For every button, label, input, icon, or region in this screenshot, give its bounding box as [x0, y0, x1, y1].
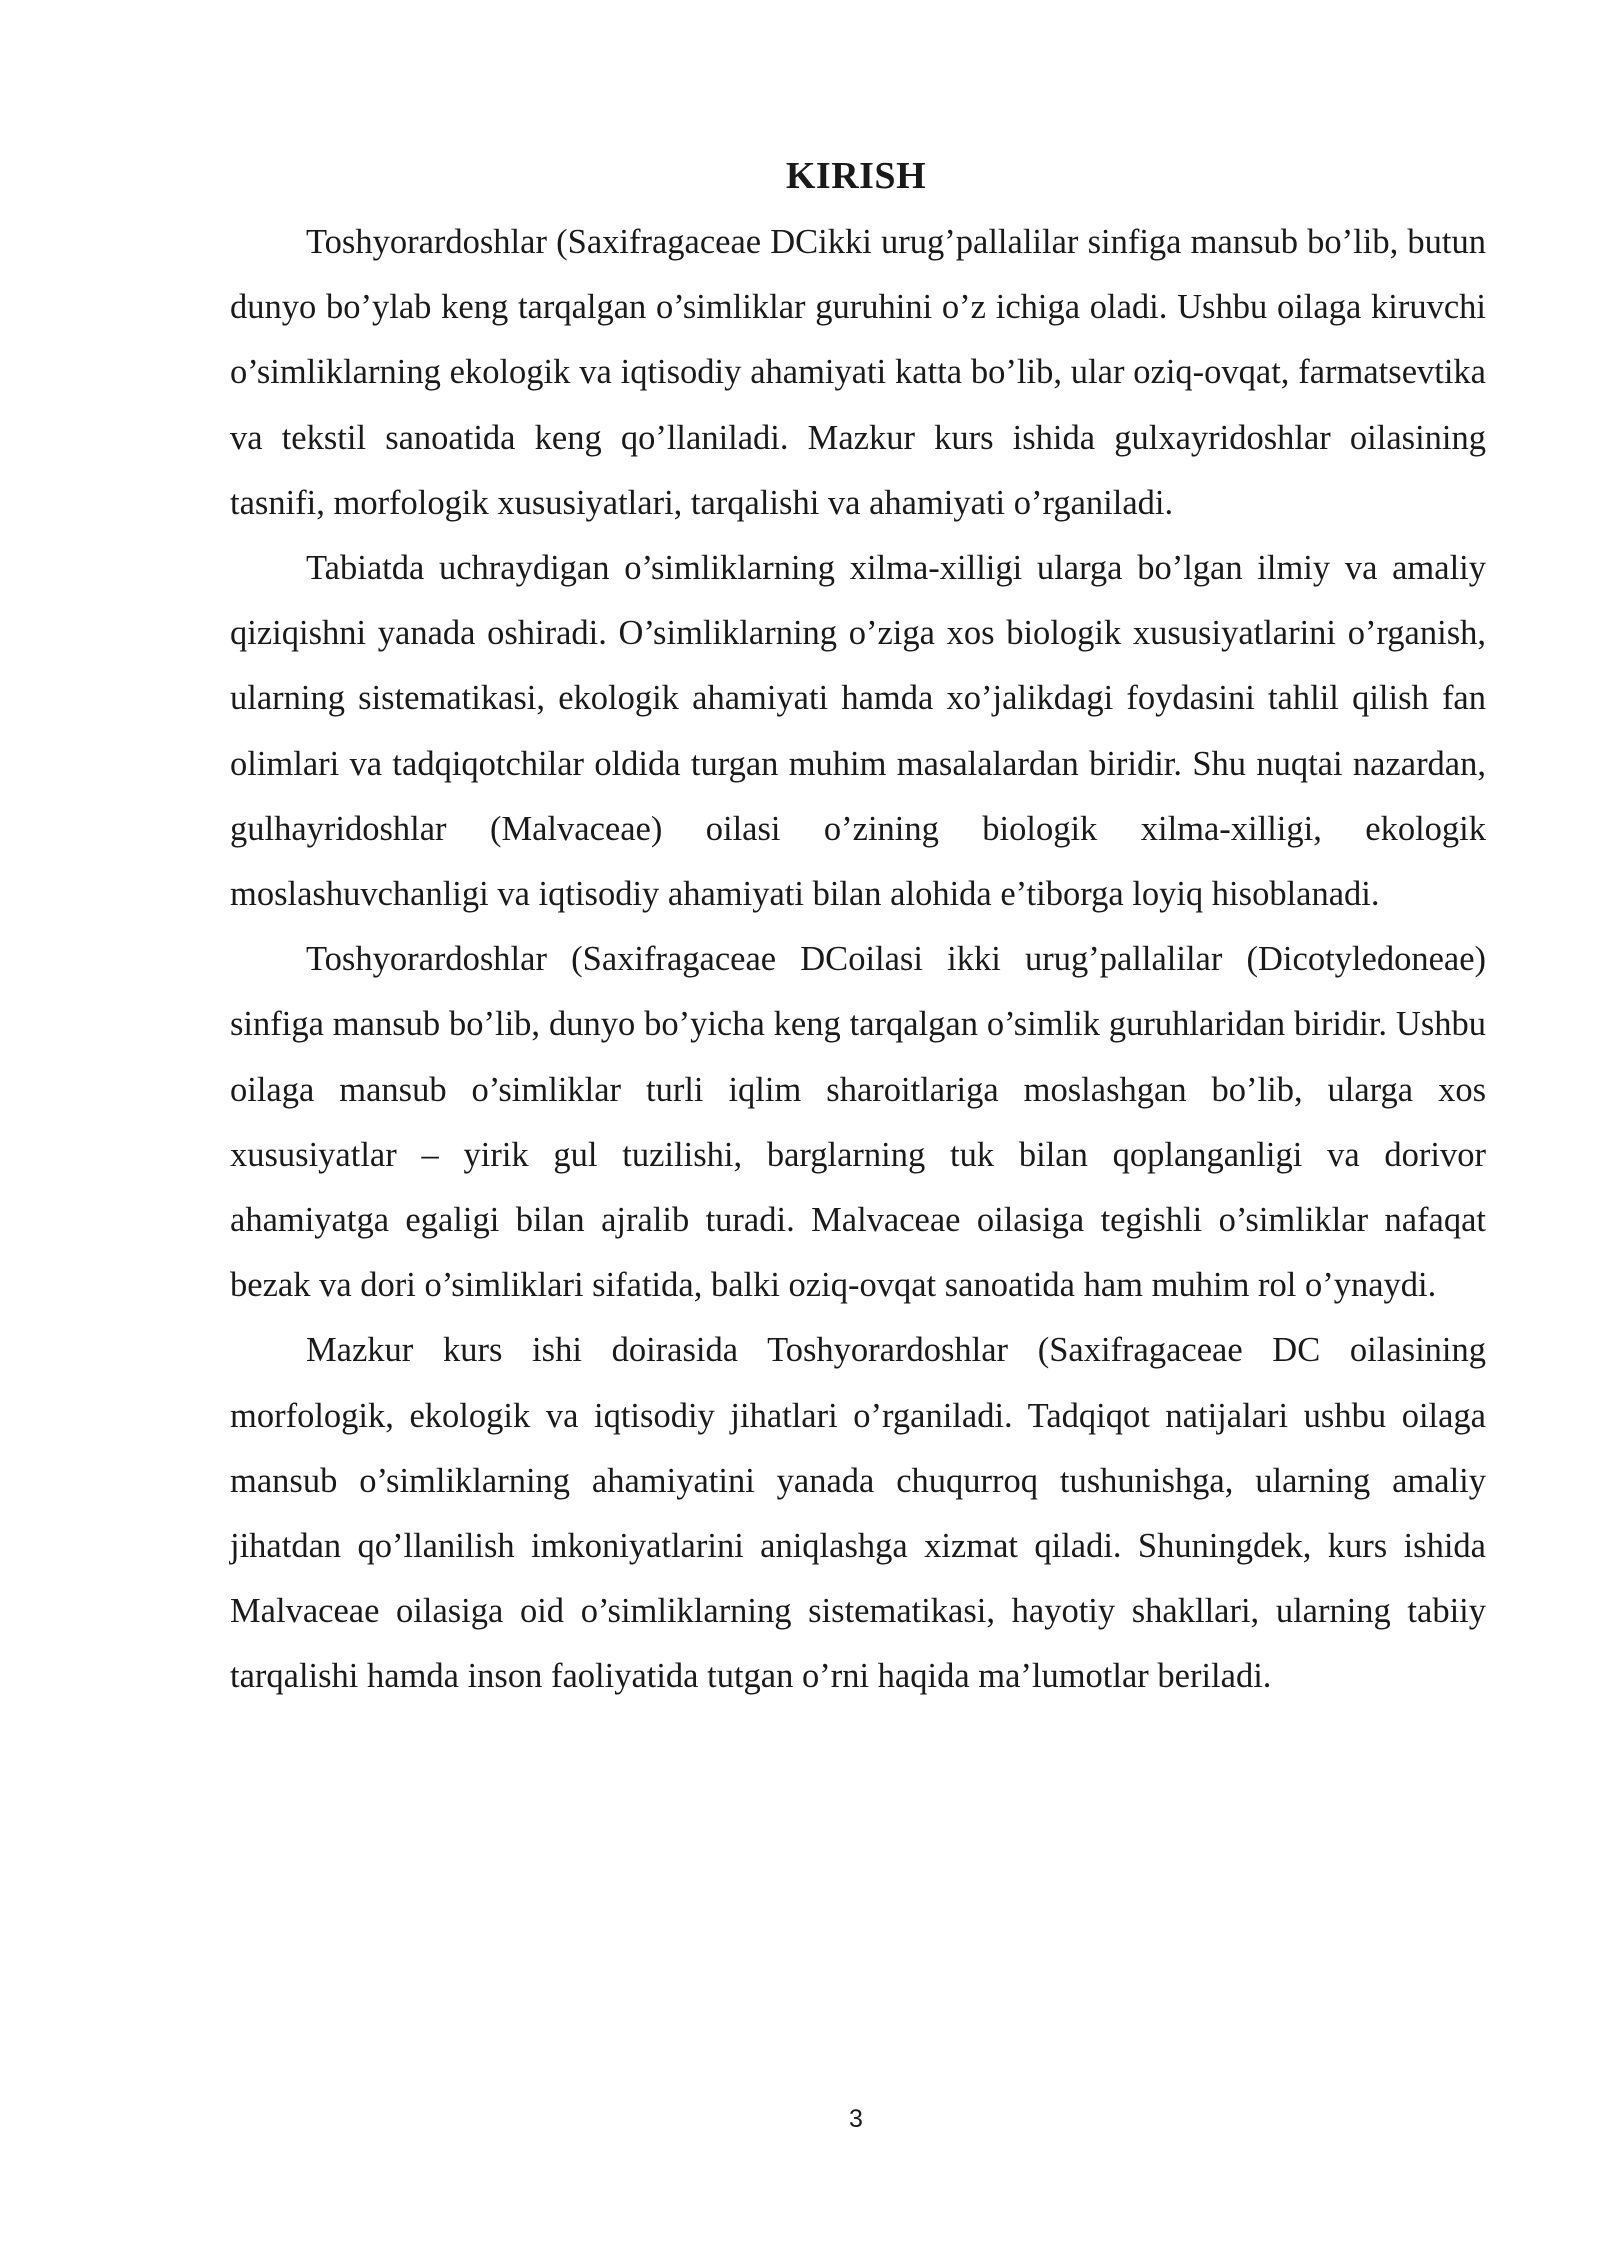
- page-number: 3: [849, 2105, 863, 2133]
- paragraph-2: Tabiatda uchraydigan o’simliklarning xilma-xilligi ularga bo’lgan ilmiy va amaliy qiziqishni yanada oshiradi. O’simliklarning o’ziga xos biologik xususiyatlarini o’rganish, ularning sistematikasi, ekologik ahamiyati hamda xo’jalikdagi foydasini tahlil qilish fan olimlari va tadqiqotchilar oldida turgan muhim masalalardan biridir. Shu nuqtai nazardan, gulhayridoshlar (Malvaceae) oilasi o’zining biologik xilma-xilligi, ekologik moslashuvchanligi va iqtisodiy ahamiyati bilan alohida e’tiborga loyiq hisoblanadi.: [230, 549, 1486, 914]
- paragraph-1: Toshyorardoshlar (Saxifragaceae DCikki urug’pallalilar sinfiga mansub bo’lib, butun dunyo bo’ylab keng tarqalgan o’simliklar guruhini o’z ichiga oladi. Ushbu oilaga kiruvchi o’simliklarning ekologik va iqtisodiy ahamiyati katta bo’lib, ular oziq-ovqat, farmatsevtika va tekstil sanoatida keng qo’llaniladi. Mazkur kurs ishida gulxayridoshlar oilasining tasnifi, morfologik xususiyatlari, tarqalishi va ahamiyati o’rganiladi.: [230, 223, 1486, 522]
- body-text: [230, 210, 1486, 1710]
- paragraph-4: Mazkur kurs ishi doirasida Toshyorardoshlar (Saxifragaceae DC oilasining morfologik, ekologik va iqtisodiy jihatlari o’rganiladi. Tadqiqot natijalari ushbu oilaga mansub o’simliklarning ahamiyatini yanada chuqurroq tushunishga, ularning amaliy jihatdan qo’llanilish imkoniyatlarini aniqlashga xizmat qiladi. Shuningdek, kurs ishida Malvaceae oilasiga oid o’simliklarning sistematikasi, hayotiy shakllari, ularning tabiiy tarqalishi hamda inson faoliyatida tutgan o’rni haqida ma’lumotlar beriladi.: [230, 1331, 1486, 1696]
- paragraph-3: Toshyorardoshlar (Saxifragaceae DCoilasi ikki urug’pallalilar (Dicotyledoneae) sinfiga mansub bo’lib, dunyo bo’yicha keng tarqalgan o’simlik guruhlaridan biridir. Ushbu oilaga mansub o’simliklar turli iqlim sharoitlariga moslashgan bo’lib, ularga xos xususiyatlar – yirik gul tuzilishi, barglarning tuk bilan qoplanganligi va dorivor ahamiyatga egaligi bilan ajralib turadi. Malvaceae oilasiga tegishli o’simliklar nafaqat bezak va dori o’simliklari sifatida, balki oziq-ovqat sanoatida ham muhim rol o’ynaydi.: [230, 940, 1486, 1305]
- page-heading: KIRISH: [785, 155, 927, 197]
